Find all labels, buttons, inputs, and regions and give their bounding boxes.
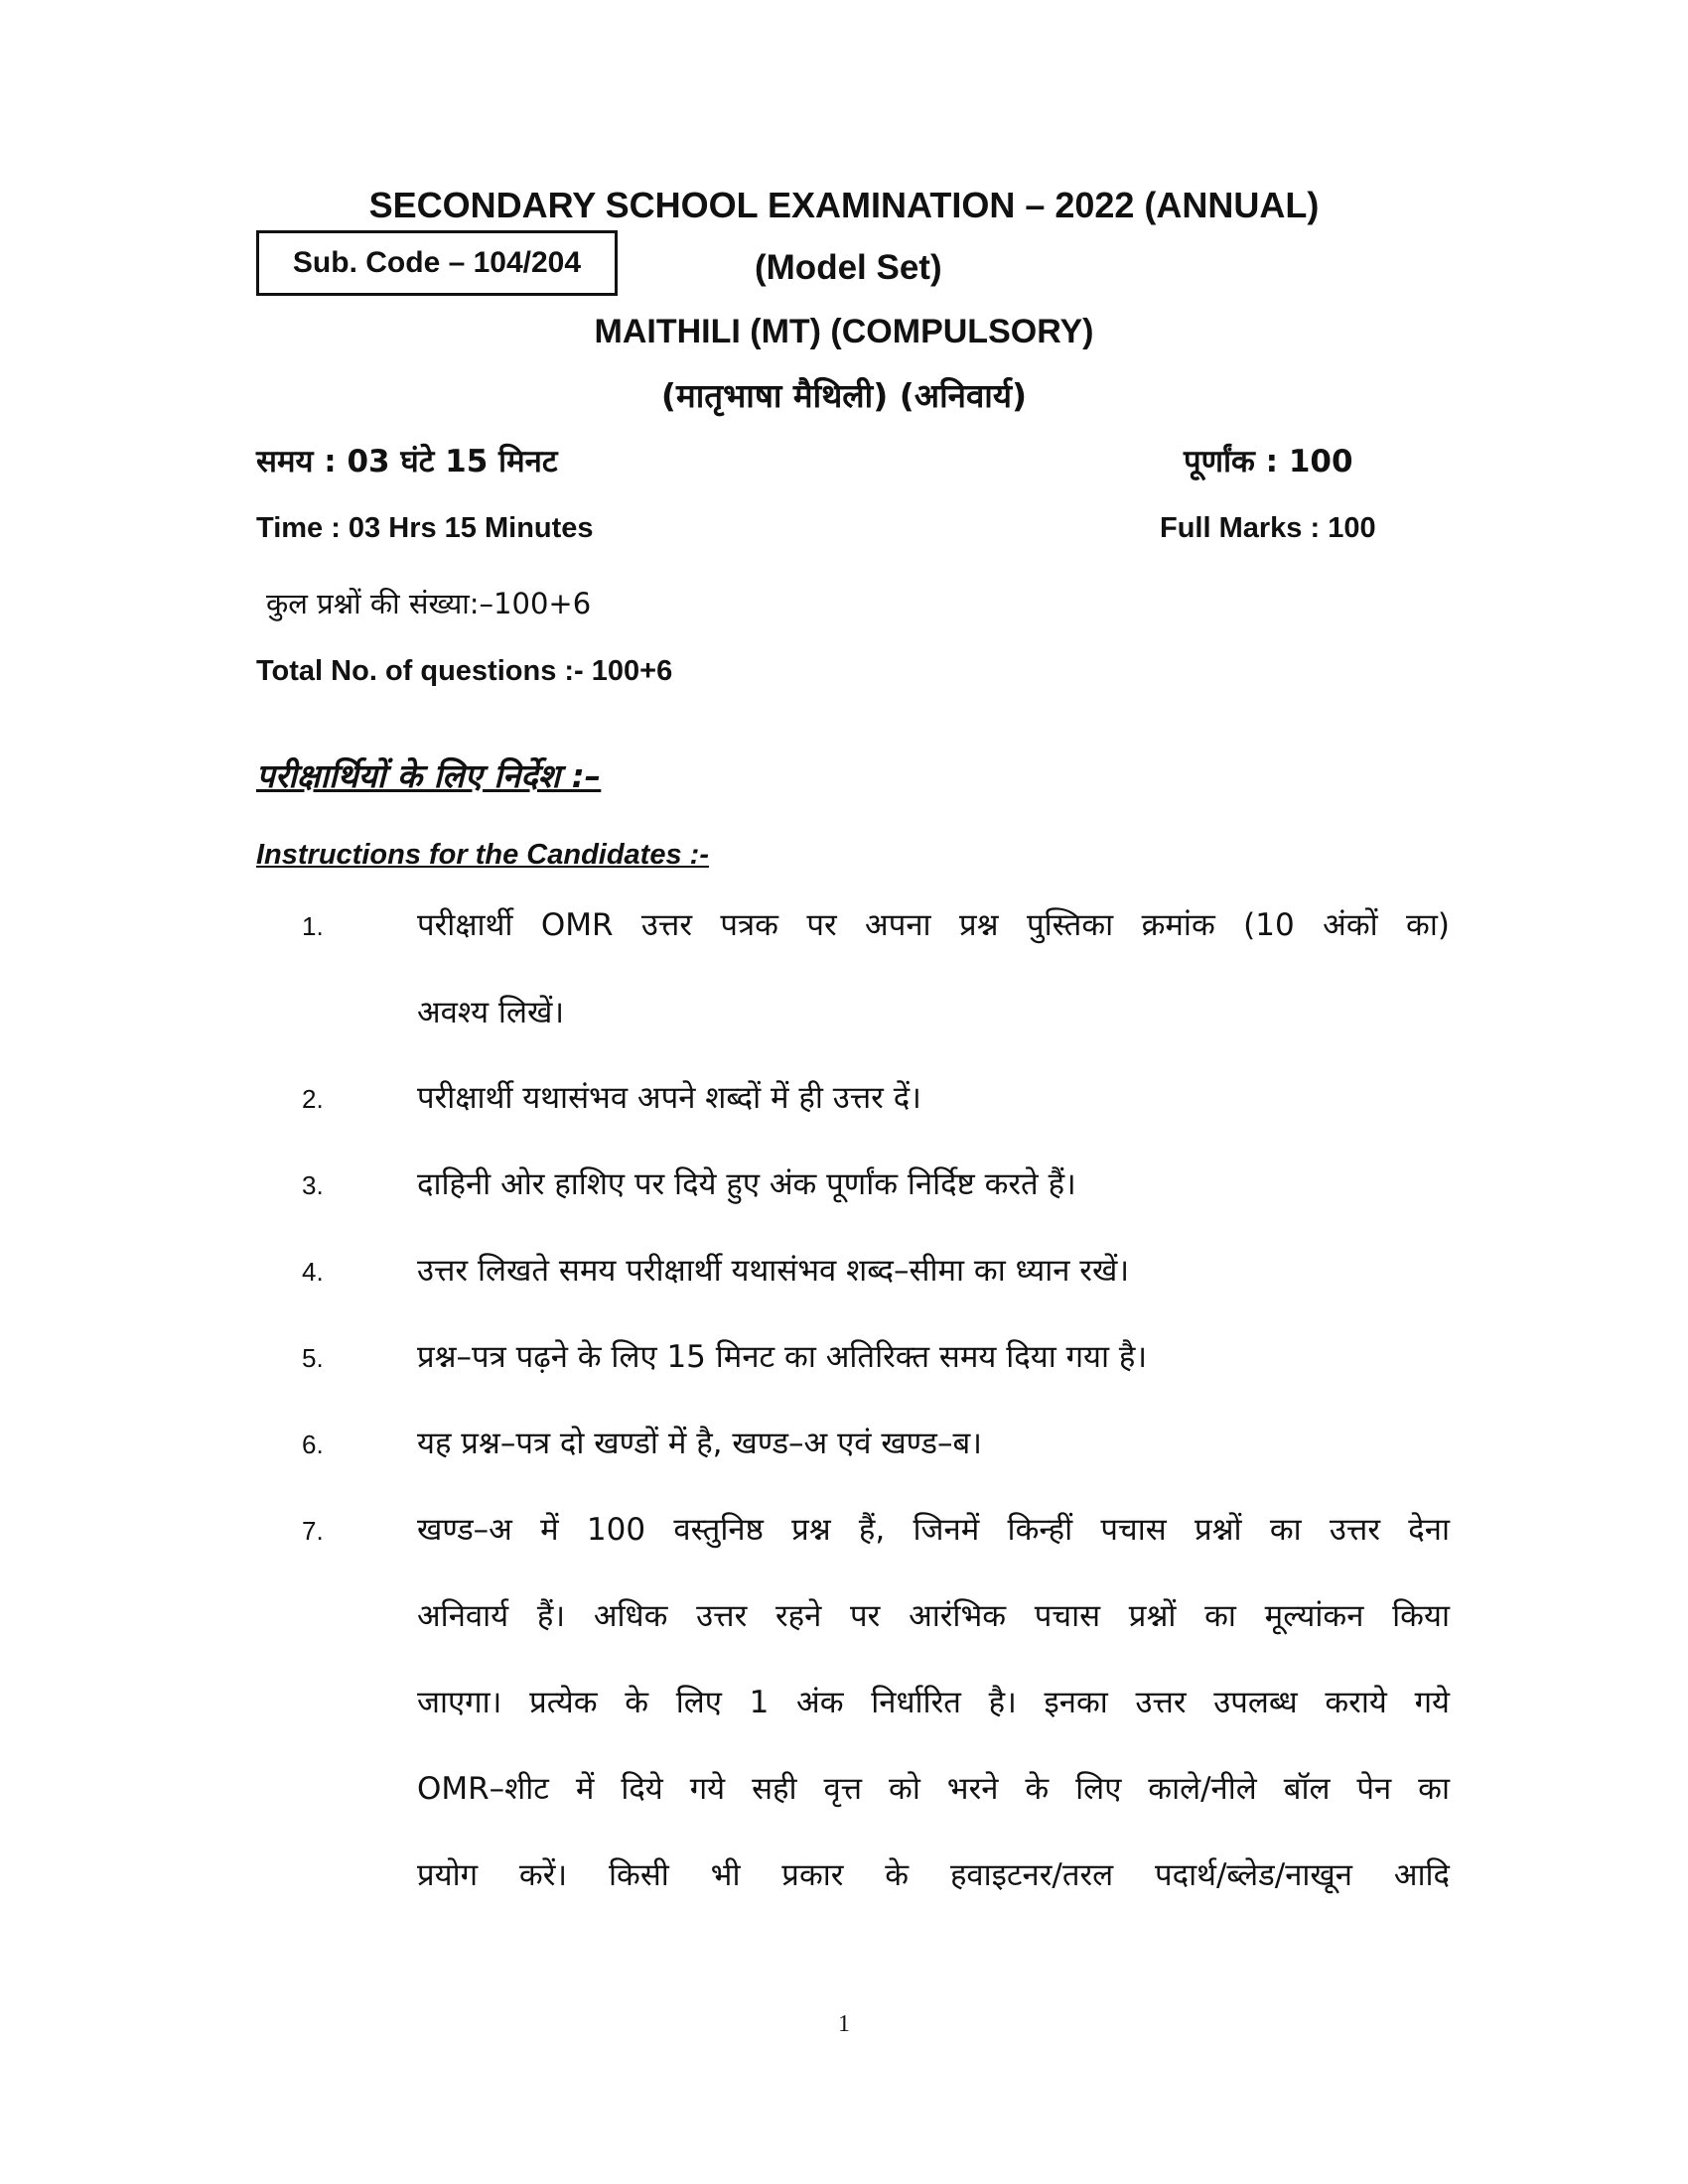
full-marks-hindi: पूर्णांक : 100: [1184, 444, 1353, 479]
time-english: Time : 03 Hrs 15 Minutes: [256, 512, 594, 544]
subject-code-box: Sub. Code – 104/204: [256, 230, 618, 296]
instruction-line: जाएगा। प्रत्येक के लिए 1 अंक निर्धारित है। इनका उत्तर उपलब्ध कराये गये: [417, 1685, 1450, 1720]
instruction-line: प्रश्न–पत्र पढ़ने के लिए 15 मिनट का अतिरिक्त समय दिया गया है।: [417, 1339, 1148, 1375]
instruction-line: प्रयोग करें। किसी भी प्रकार के हवाइटनर/तरल पदार्थ/ब्लेड/नाखून आदि: [417, 1857, 1450, 1893]
exam-title: SECONDARY SCHOOL EXAMINATION – 2022 (ANNUAL): [368, 185, 1320, 225]
subject-title-en: MAITHILI (MT) (COMPULSORY): [594, 313, 1094, 350]
time-hindi: समय : 03 घंटे 15 मिनट: [256, 444, 558, 479]
instruction-line: परीक्षार्थी यथासंभव अपने शब्दों में ही उत्तर दें।: [417, 1080, 921, 1116]
instruction-number: 3.: [302, 1170, 324, 1200]
instruction-line: खण्ड–अ में 100 वस्तुनिष्ठ प्रश्न हैं, जिनमें किन्हीं पचास प्रश्नों का उत्तर देना: [417, 1512, 1450, 1548]
instruction-line: अवश्य लिखें।: [417, 995, 565, 1030]
instruction-line: दाहिनी ओर हाशिए पर दिये हुए अंक पूर्णांक निर्दिष्ट करते हैं।: [417, 1166, 1076, 1202]
instruction-number: 7.: [302, 1516, 324, 1546]
instruction-line: उत्तर लिखते समय परीक्षार्थी यथासंभव शब्द–सीमा का ध्यान रखें।: [417, 1253, 1130, 1289]
total-questions-english: Total No. of questions :- 100+6: [256, 655, 673, 687]
instructions-heading-english: Instructions for the Candidates :-: [256, 839, 709, 871]
instructions-heading-hindi: परीक्षार्थियों के लिए निर्देश :–: [256, 756, 602, 795]
full-marks-english: Full Marks : 100: [1160, 512, 1376, 544]
page-number: 1: [838, 2011, 850, 2037]
instruction-line: यह प्रश्न–पत्र दो खण्डों में है, खण्ड–अ एवं खण्ड–ब।: [417, 1426, 982, 1461]
model-set-label: (Model Set): [755, 248, 942, 287]
instruction-number: 5.: [302, 1343, 324, 1373]
instruction-number: 4.: [302, 1257, 324, 1287]
instruction-number: 1.: [302, 911, 324, 941]
subject-title-hi: (मातृभाषा मैथिली) (अनिवार्य): [660, 376, 1028, 415]
instruction-number: 2.: [302, 1084, 324, 1114]
instruction-line: OMR–शीट में दिये गये सही वृत्त को भरने के लिए काले/नीले बॉल पेन का: [417, 1771, 1450, 1807]
total-questions-hindi: कुल प्रश्नों की संख्या:–100+6: [266, 587, 592, 620]
instruction-line: अनिवार्य हैं। अधिक उत्तर रहने पर आरंभिक पचास प्रश्नों का मूल्यांकन किया: [417, 1598, 1450, 1634]
instruction-line: परीक्षार्थी OMR उत्तर पत्रक पर अपना प्रश्न पुस्तिका क्रमांक (10 अंकों का): [417, 907, 1450, 943]
instruction-number: 6.: [302, 1430, 324, 1459]
